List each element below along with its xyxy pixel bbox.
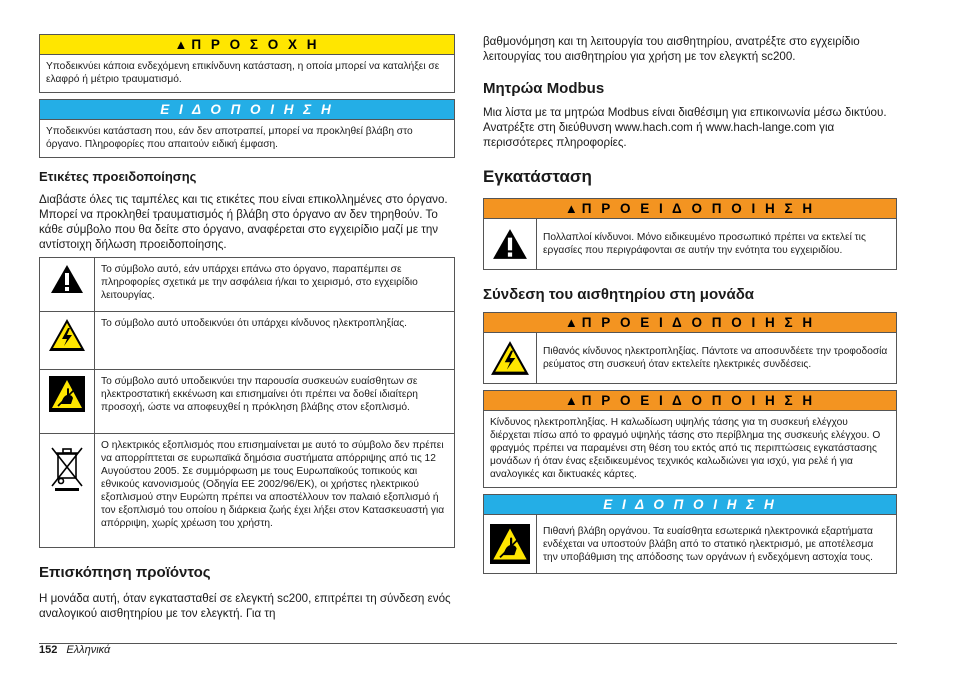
- right-column: [483, 0, 897, 574]
- caution-text: Υποδεικνύει κάποια ενδεχόμενη επικίνδυνη κατάσταση, η οποία μπορεί να καταλήξει σε ελαφρό ή μέτριο τραυματισμό.: [46, 61, 440, 85]
- warning-text: Πολλαπλοί κίνδυνοι. Μόνο ειδικευμένο προσωπικό πρέπει να εκτελεί τις εργασίες που περιγράφονται σε αυτήν την ενότητα του εγχειριδίου.: [536, 219, 896, 269]
- warning-box: [483, 198, 897, 270]
- esd-icon: [490, 524, 530, 564]
- warning-icon-cell: [484, 335, 536, 381]
- warning-header: [484, 199, 896, 219]
- symbol-cell: [40, 312, 95, 370]
- symbol-description: Το σύμβολο αυτό, εάν υπάρχει επάνω στο όργανο, παραπέμπει σε πληροφορίες σχετικά με την ασφάλεια ή/και το χειρισμό, στο εγχειρίδιο λειτουργίας.: [95, 258, 455, 312]
- notice-box: [39, 99, 455, 158]
- caution-header: [40, 35, 454, 55]
- symbol-description: Ο ηλεκτρικός εξοπλισμός που επισημαίνεται με αυτό το σύμβολο δεν πρέπει να απορρίπτεται σε ευρωπαϊκά δημόσια συστήματα απόρριψης από τις 12 Αυγούστου 2005. Σε συμμόρφωση με τους Ευρωπαϊκούς τοπικούς και εθνικούς κανονισμούς (Οδηγία ΕΕ 2002/96/ΕΚ), οι χρήστες ηλεκτρικού εξοπλισμού στην Ευρώπη πρέπει να αποστέλλουν τον παλαιό εξοπλισμό ή τον εξοπλισμό του οποίου η διάρκεια ζωής έχει λήξει στον Κατασκευαστή για απόρριψη, χωρίς χρέωση του χρήστη.: [95, 434, 455, 548]
- installation-heading: Εγκατάσταση: [483, 167, 592, 186]
- electrical-shock-icon: [490, 340, 530, 376]
- warning-label: Π Ρ Ο Ε Ι Δ Ο Π Ο Ι Η Σ Η: [581, 201, 816, 216]
- page-number: 152: [39, 644, 58, 656]
- overview-heading: Επισκόπηση προϊόντος: [39, 564, 211, 581]
- left-column: [39, 0, 455, 621]
- notice-box: [483, 494, 897, 574]
- general-warning-icon: [492, 228, 528, 260]
- warning-icon-cell: [484, 223, 536, 265]
- table-row: [40, 258, 455, 312]
- modbus-heading: Μητρώα Modbus: [483, 80, 605, 97]
- symbol-cell: [40, 370, 95, 434]
- warning-content: [484, 333, 896, 383]
- footer-divider: [39, 643, 897, 644]
- notice-content: [484, 515, 896, 573]
- caution-box: [39, 34, 455, 93]
- general-warning-icon: [50, 264, 84, 294]
- modbus-paragraph: Μια λίστα με τα μητρώα Modbus είναι διαθέσιμη για επικοινωνία μέσω δικτύου. Ανατρέξτε στη διεύθυνση www.hach.com ή www.hach-lange.com για περισσότερες πληροφορίες.: [483, 106, 887, 149]
- warning-triangle-icon: ▲: [564, 201, 578, 216]
- warning-box: [483, 312, 897, 384]
- notice-header: Ε Ι Δ Ο Π Ο Ι Η Σ Η: [40, 100, 454, 120]
- continued-paragraph: βαθμονόμηση και τη λειτουργία του αισθητηρίου, ανατρέξτε στο εγχειρίδιο λειτουργίας του αισθητηρίου για χρήση με τον ελεγκτή sc200.: [483, 35, 860, 63]
- weee-crossed-bin-icon: [49, 444, 85, 492]
- warning-triangle-icon: ▲: [174, 37, 188, 52]
- warning-label: Π Ρ Ο Ε Ι Δ Ο Π Ο Ι Η Σ Η: [581, 315, 816, 330]
- electrical-shock-icon: [48, 318, 86, 352]
- connect-sensor-heading: Σύνδεση του αισθητηρίου στη μονάδα: [483, 286, 755, 303]
- table-row: [40, 370, 455, 434]
- warning-label: Π Ρ Ο Ε Ι Δ Ο Π Ο Ι Η Σ Η: [581, 393, 816, 408]
- esd-icon: [49, 376, 85, 412]
- warning-box: [483, 390, 897, 488]
- table-row: [40, 312, 455, 370]
- symbol-cell: [40, 434, 95, 548]
- notice-header: Ε Ι Δ Ο Π Ο Ι Η Σ Η: [484, 495, 896, 515]
- warning-text: Κίνδυνος ηλεκτροπληξίας. Η καλωδίωση υψηλής τάσης για τη συσκευή ελέγχου διέρχεται πίσω από το φραγμό υψηλής τάσης στο περίβλημα της συσκευής ελέγχου. Ο φραγμός πρέπει να παραμένει στη θέση του εκτός από τις περιπτώσεις εγκατάστασης μονάδων ή όταν ένας εξειδικευμένος τεχνικός καλωδιώνει για ισχύ, για ρελέ ή για αναλογικές και δικτυακές κάρτες.: [490, 417, 881, 480]
- warning-triangle-icon: ▲: [564, 393, 578, 408]
- notice-icon-cell: [484, 519, 536, 569]
- caution-label: Π Ρ Ο Σ Ο Χ Η: [191, 37, 320, 52]
- warning-content: [484, 219, 896, 269]
- symbols-table: [39, 257, 455, 548]
- symbol-cell: [40, 258, 95, 312]
- symbol-description: Το σύμβολο αυτό υποδεικνύει ότι υπάρχει κίνδυνος ηλεκτροπληξίας.: [95, 312, 455, 370]
- footer-language: Ελληνικά: [66, 644, 111, 656]
- notice-text: Υποδεικνύει κατάσταση που, εάν δεν αποτραπεί, μπορεί να προκληθεί βλάβη στο όργανο. Πληροφορίες που απαιτούν ειδική έμφαση.: [46, 126, 413, 150]
- warning-text: Πιθανός κίνδυνος ηλεκτροπληξίας. Πάντοτε να αποσυνδέετε την τροφοδοσία ρεύματος στη συσκευή όταν εκτελείτε ηλεκτρικές συνδέσεις.: [536, 333, 896, 383]
- symbol-description: Το σύμβολο αυτό υποδεικνύει την παρουσία συσκευών ευαίσθητων σε ηλεκτροστατική εκκένωση και επισημαίνει ότι πρέπει να δοθεί ιδιαίτερη προσοχή, ώστε να αποφευχθεί η πρόκληση βλάβης στον εξοπλισμό.: [95, 370, 455, 434]
- table-row: [40, 434, 455, 548]
- overview-paragraph: Η μονάδα αυτή, όταν εγκατασταθεί σε ελεγκτή sc200, επιτρέπει τη σύνδεση ενός αναλογικού αισθητηρίου με τον ελεγκτή. Για τη: [39, 592, 451, 620]
- notice-text: Πιθανή βλάβη οργάνου. Τα ευαίσθητα εσωτερικά ηλεκτρονικά εξαρτήματα ενδέχεται να υποστούν βλάβη από το στατικό ηλεκτρισμό, με αποτέλεσμα την υποβάθμιση της απόδοσης των οργάνων ή ενδεχόμενη αστοχία τους.: [536, 515, 896, 573]
- page-footer: [39, 644, 110, 656]
- warning-header: [484, 313, 896, 333]
- warning-header: [484, 391, 896, 411]
- labels-paragraph: Διαβάστε όλες τις ταμπέλες και τις ετικέτες που είναι επικολλημένες στο όργανο. Μπορεί να προκληθεί τραυματισμός ή βλάβη στο όργανο αν δεν τηρηθούν. Το κάθε σύμβολο που θα δείτε στο όργανο, αναφέρεται στο εγχειρίδιο μαζί με την αντίστοιχη δήλωση προειδοποίησης.: [39, 193, 448, 251]
- labels-heading: Ετικέτες προειδοποίησης: [39, 169, 197, 184]
- warning-triangle-icon: ▲: [564, 315, 578, 330]
